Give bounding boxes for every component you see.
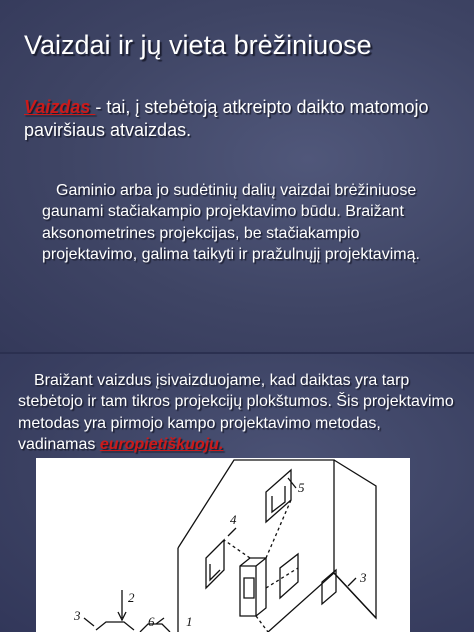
label-4: 4: [230, 512, 237, 527]
view-panel-top: [266, 470, 291, 522]
view-panel-right: [280, 554, 298, 598]
slide-2: [0, 354, 474, 632]
horizontal-plane: [178, 548, 376, 632]
definition-text: - tai, į stebėtoją atkreipto daikto matomojo paviršiaus atvaizdas.: [24, 97, 429, 141]
label-1: 1: [186, 614, 193, 629]
european-method-term: europietiškuoju.: [99, 435, 224, 453]
first-angle-text: Braižant vaizdus įsivaizduojame, kad daiktas yra tarp stebėtojo ir tam tikros projekcijų plokštumos. Šis projektavimo metodas yra pirmojo kampo projektavimo metodas, vadinamas: [18, 372, 454, 453]
front-view-right: [140, 624, 170, 632]
definition-paragraph: [24, 96, 444, 142]
profile-plane: [334, 460, 376, 618]
label-6: 6: [148, 614, 155, 629]
view-panel-far-right: [322, 570, 336, 604]
label-2: 2: [128, 590, 135, 605]
label-3-left: 3: [74, 608, 81, 623]
projection-diagram: [36, 458, 410, 632]
definition-term: Vaizdas: [24, 97, 96, 117]
label-3-right: 3: [360, 570, 367, 585]
label-5: 5: [298, 480, 305, 495]
slide-title: Vaizdai ir jų vieta brėžiniuose: [24, 30, 372, 60]
front-view-left: [96, 622, 134, 630]
projection-drawing: [36, 458, 410, 632]
view-panel-left: [206, 540, 224, 588]
first-angle-paragraph: [18, 370, 458, 455]
projection-paragraph: Gaminio arba jo sudėtinių dalių vaizdai brėžiniuose gaunami stačiakampio projektavimo būdu. Braižant aksonometrines projekcijas, be stačiakampio projektavimo, galima taikyti ir pražulnųjį projektavimą.: [42, 182, 420, 264]
